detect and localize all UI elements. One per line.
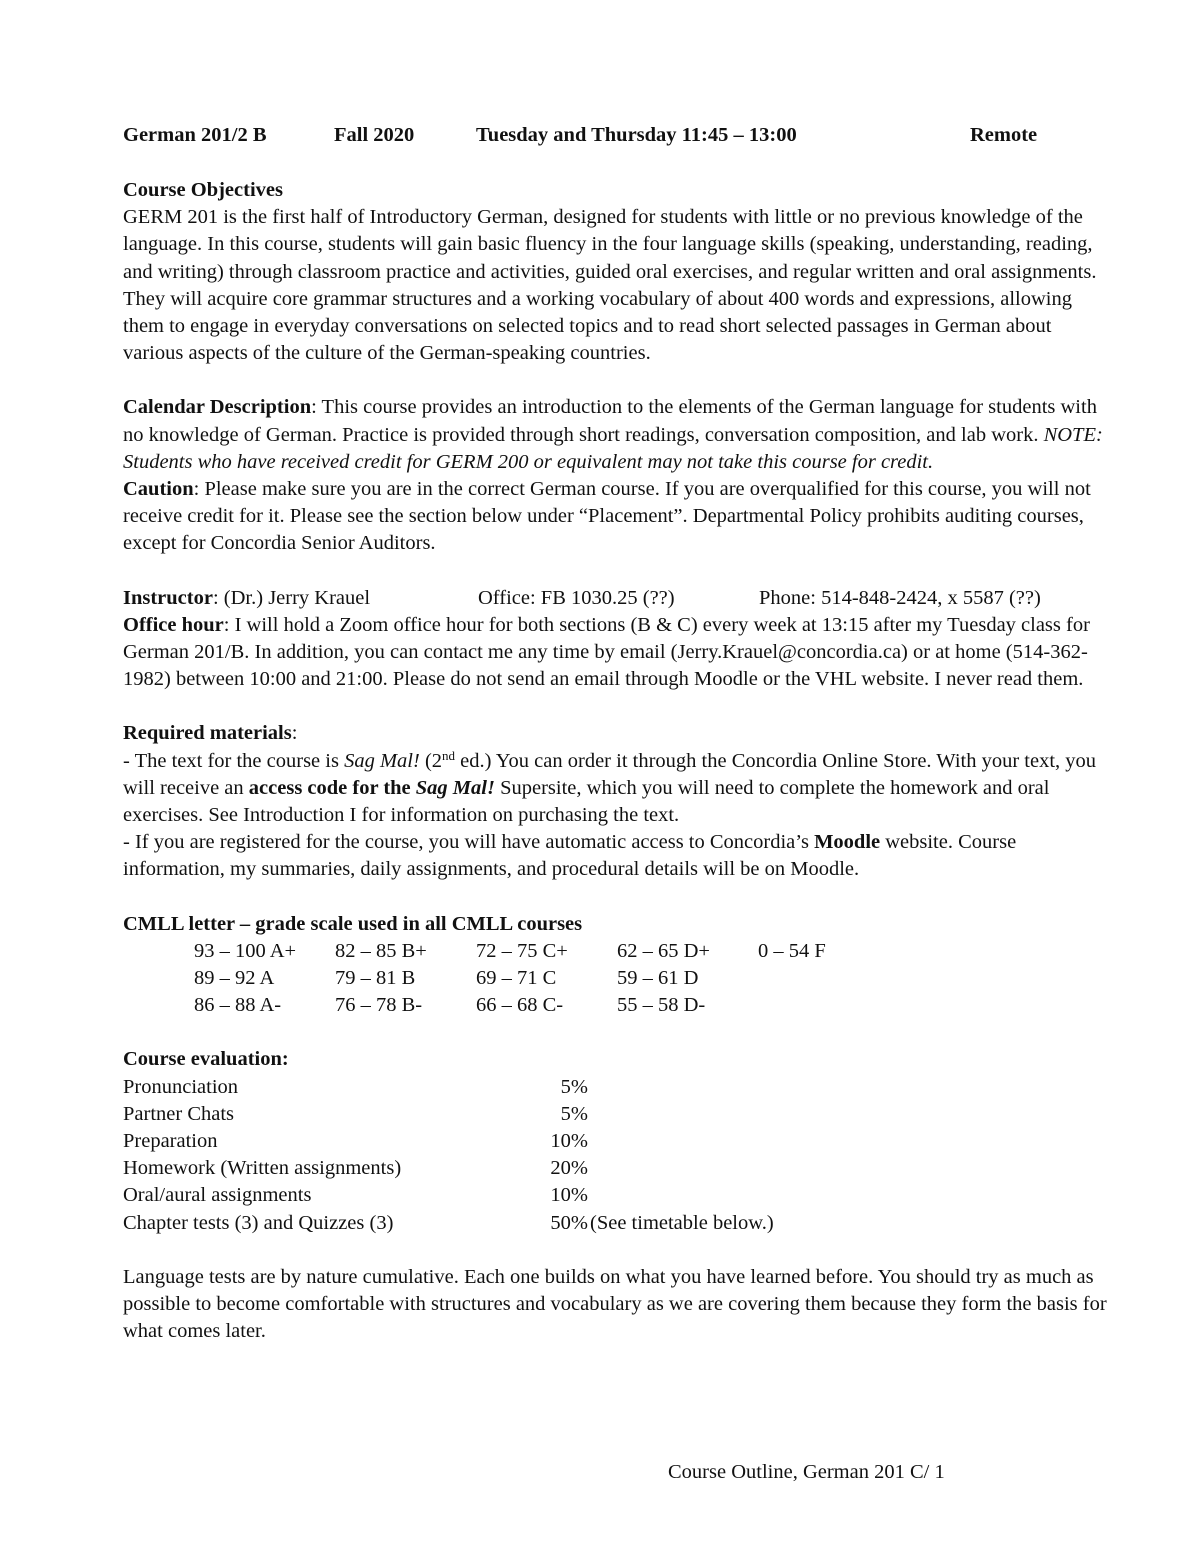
spacer — [123, 884, 1113, 911]
evaluation-row: Partner Chats 5% — [123, 1102, 588, 1125]
spacer — [123, 150, 1113, 177]
materials-textbook: - The text for the course is Sag Mal! (2nd ed.) You can order it through the Concordia Online Store. With your text, you will receive an access code for the Sag Mal! Supersite, which you will need to complete the homework and oral exercises. See Introduction I for information on purchasing the text. — [123, 747, 1097, 827]
spacer — [123, 1019, 1113, 1046]
caution-paragraph — [123, 476, 1113, 558]
grade-row: 86 – 88 A- 76 – 78 B- 66 – 68 C- 55 – 58 D- — [194, 994, 706, 1017]
evaluation-row: Homework (Written assignments) 20% — [123, 1157, 588, 1180]
instructor-office: Office: FB 1030.25 (??) — [478, 586, 675, 609]
calendar-description — [123, 394, 1113, 476]
closing-paragraph: Language tests are by nature cumulative. Each one builds on what you have learned before. You should try as much as possible to become comfortable with structures and vocabulary as we are covering them because they form the basis for what comes later. — [123, 1265, 1107, 1343]
instructor-name: : (Dr.) Jerry Krauel — [212, 586, 371, 609]
calendar-label: Calendar Description — [123, 396, 312, 419]
instructor-label: Instructor — [123, 586, 213, 609]
instructor-phone: Phone: 514-848-2424, x 5587 (??) — [759, 586, 1041, 609]
evaluation-row: Pronunciation 5% — [123, 1075, 588, 1098]
materials-heading: Required materials: — [123, 722, 298, 745]
objectives-body: GERM 201 is the first half of Introductory German, designed for students with little or no previous knowledge of the language. In this course, students will gain basic fluency in the four language skills (speaking, understanding, reading, and writing) through classroom practice and activities, guided oral exercises, and regular written and oral assignments. They will acquire core grammar structures and a working vocabulary of about 400 words and expressions, allowing them to engage in everyday conversations on selected topics and to read short selected passages in German about various aspects of the culture of the German-speaking countries. — [123, 206, 1097, 365]
caution-body: : Please make sure you are in the correct German course. If you are overqualified for this course, you will not receive credit for it. Please see the section below under “Placement”. Departmental Policy prohibits auditing courses, except for Concordia Senior Auditors. — [123, 478, 1091, 555]
instructor-row — [123, 585, 1113, 612]
evaluation-row: Oral/aural assignments 10% — [123, 1184, 588, 1207]
moodle-word: Moodle — [814, 831, 881, 854]
evaluation-heading: Course evaluation: — [123, 1048, 289, 1071]
grade-scale-heading: CMLL letter – grade scale used in all CMLL courses — [123, 912, 583, 935]
spacer — [123, 558, 1113, 585]
textbook-title: Sag Mal! — [344, 749, 420, 772]
office-hour-body: : I will hold a Zoom office hour for both sections (B & C) every week at 13:15 after my Tuesday class for German 201/B. In addition, you can contact me any time by email (Jerry.Krauel@concordia.ca) or at home (514-362-1982) between 10:00 and 21:00. Please do not send an email through Moodle or the VHL website. I never read them. — [123, 613, 1090, 691]
course-mode: Remote — [970, 124, 1038, 146]
instructor-name-group — [123, 585, 370, 612]
caution-label: Caution — [123, 478, 194, 501]
materials-moodle: - If you are registered for the course, you will have automatic access to Concordia’s Moodle website. Course information, my summaries, daily assignments, and procedural details will be on Moodle. — [123, 831, 1017, 881]
course-header — [123, 122, 1113, 150]
office-hour-label: Office hour — [123, 613, 224, 636]
spacer — [123, 693, 1113, 720]
spacer — [123, 1237, 1113, 1264]
objectives-heading: Course Objectives — [123, 179, 283, 201]
calendar-note: NOTE: Students who have received credit for GERM 200 or equivalent may not take this course for credit. — [123, 423, 1103, 473]
calendar-body: : This course provides an introduction to the elements of the German language for students with no knowledge of German. Practice is provided through short readings, conversation composition, and lab work. — [123, 396, 1097, 446]
evaluation-table — [123, 1074, 774, 1237]
document-body — [123, 122, 1113, 1346]
grade-row: 89 – 92 A 79 – 81 B 69 – 71 C 59 – 61 D — [194, 967, 699, 990]
spacer — [123, 367, 1113, 394]
grade-scale-table — [194, 938, 826, 1020]
course-code: German 201/2 B — [123, 124, 267, 146]
evaluation-row: Preparation 10% — [123, 1130, 588, 1153]
grade-row: 93 – 100 A+ 82 – 85 B+ 72 – 75 C+ 62 – 65 D+ 0 – 54 F — [194, 939, 826, 962]
page-footer: Course Outline, German 201 C/ 1 — [668, 1461, 945, 1483]
office-hour-paragraph — [123, 612, 1113, 694]
course-term: Fall 2020 — [334, 124, 415, 146]
course-schedule: Tuesday and Thursday 11:45 – 13:00 — [476, 124, 797, 146]
evaluation-row: Chapter tests (3) and Quizzes (3) 50% (See timetable below.) — [123, 1211, 774, 1234]
